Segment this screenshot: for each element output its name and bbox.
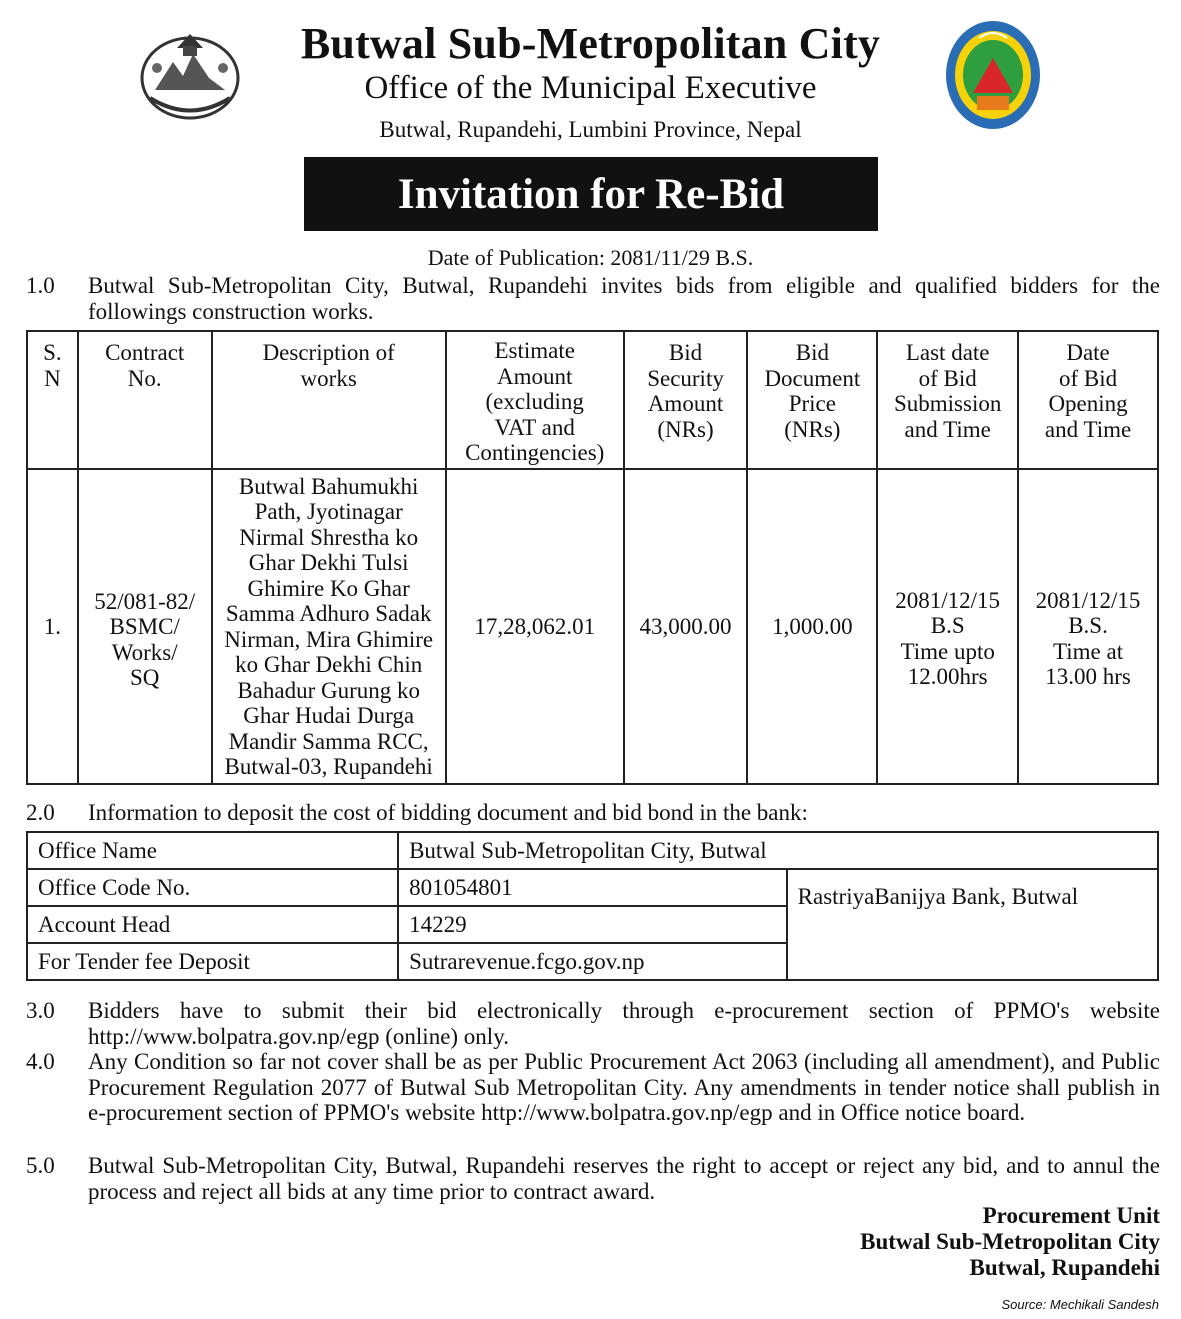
header-description: Description of works bbox=[212, 331, 446, 469]
tender-fee-label: For Tender fee Deposit bbox=[27, 943, 398, 980]
office-name-value: Butwal Sub-Metropolitan City, Butwal bbox=[398, 832, 1158, 869]
section-4-number: 4.0 bbox=[26, 1049, 55, 1074]
header-document-price: Bid Document Price (NRs) bbox=[747, 331, 877, 469]
source-credit: Source: Mechikali Sandesh bbox=[1001, 1297, 1159, 1312]
cell-opening-date: 2081/12/15 B.S. Time at 13.00 hrs bbox=[1018, 469, 1158, 784]
office-name-label: Office Name bbox=[27, 832, 398, 869]
office-code-value: 801054801 bbox=[398, 869, 787, 906]
signature-line-1: Procurement Unit bbox=[982, 1203, 1160, 1228]
notice-banner: Invitation for Re-Bid bbox=[304, 157, 878, 231]
section-4-text: Any Condition so far not cover shall be as per Public Procurement Act 2063 (including all amendment), and Public Procurement Regulation 2077 of Butwal Sub Metropolitan City. Any amendments in tender notice shall publish in e-procurement section of PPMO's website http://www.bolpatra.gov.np/egp and in Office notice board. bbox=[88, 1049, 1160, 1125]
section-5-text: Butwal Sub-Metropolitan City, Butwal, Rupandehi reserves the right to accept or reject any bid, and to annul the process and reject all bids at any time prior to contract award. bbox=[88, 1153, 1160, 1204]
cell-document-price: 1,000.00 bbox=[747, 469, 877, 784]
section-2-text: Information to deposit the cost of bidding document and bid bond in the bank: bbox=[88, 800, 808, 825]
table-header-row bbox=[27, 331, 1158, 469]
section-3-number: 3.0 bbox=[26, 998, 55, 1023]
cell-bid-security: 43,000.00 bbox=[624, 469, 748, 784]
section-2-number: 2.0 bbox=[26, 800, 55, 825]
section-1-number: 1.0 bbox=[26, 273, 55, 298]
cell-contract-no: 52/081-82/ BSMC/ Works/ SQ bbox=[78, 469, 212, 784]
table-row bbox=[27, 469, 1158, 784]
signature-block bbox=[860, 1203, 1160, 1281]
signature-line-3: Butwal, Rupandehi bbox=[969, 1255, 1160, 1280]
account-head-label: Account Head bbox=[27, 906, 398, 943]
section-5-number: 5.0 bbox=[26, 1153, 55, 1178]
office-address: Butwal, Rupandehi, Lumbini Province, Nepal bbox=[379, 117, 802, 142]
section-1-text: Butwal Sub-Metropolitan City, Butwal, Rupandehi invites bids from eligible and qualified bidders for the followings construction works. bbox=[88, 273, 1160, 324]
cell-submission-date: 2081/12/15 B.S Time upto 12.00hrs bbox=[877, 469, 1018, 784]
office-subtitle: Office of the Municipal Executive bbox=[364, 70, 817, 106]
bid-table bbox=[26, 330, 1159, 785]
signature-line-2: Butwal Sub-Metropolitan City bbox=[860, 1229, 1160, 1254]
table-row bbox=[27, 832, 1158, 869]
page-title: Butwal Sub-Metropolitan City bbox=[300, 19, 881, 68]
section-3-text: Bidders have to submit their bid electronically through e-procurement section of PPMO's website http://www.bolpatra.gov.np/egp (online) only. bbox=[88, 998, 1160, 1049]
cell-estimate-amount: 17,28,062.01 bbox=[446, 469, 624, 784]
table-row bbox=[27, 869, 1158, 906]
header-bid-security: Bid Security Amount (NRs) bbox=[624, 331, 748, 469]
office-code-label: Office Code No. bbox=[27, 869, 398, 906]
header-opening-date: Date of Bid Opening and Time bbox=[1018, 331, 1158, 469]
header-estimate-amount: Estimate Amount (excluding VAT and Contingencies) bbox=[446, 331, 624, 469]
bank-info-table bbox=[26, 831, 1159, 981]
cell-description: Butwal Bahumukhi Path, Jyotinagar Nirmal Shrestha ko Ghar Dekhi Tulsi Ghimire Ko Ghar Samma Adhuro Sadak Nirman, Mira Ghimire ko Ghar Dekhi Chin Bahadur Gurung ko Ghar Hudai Durga Mandir Samma RCC, Butwal-03, Rupandehi bbox=[212, 469, 446, 784]
header-sn: S. N bbox=[27, 331, 78, 469]
tender-fee-value: Sutrarevenue.fcgo.gov.np bbox=[398, 943, 787, 980]
header-submission-date: Last date of Bid Submission and Time bbox=[877, 331, 1018, 469]
bank-name: RastriyaBanijya Bank, Butwal bbox=[787, 869, 1158, 980]
cell-sn: 1. bbox=[27, 469, 78, 784]
header-contract-no: Contract No. bbox=[78, 331, 212, 469]
publication-date: Date of Publication: 2081/11/29 B.S. bbox=[427, 245, 754, 270]
account-head-value: 14229 bbox=[398, 906, 787, 943]
